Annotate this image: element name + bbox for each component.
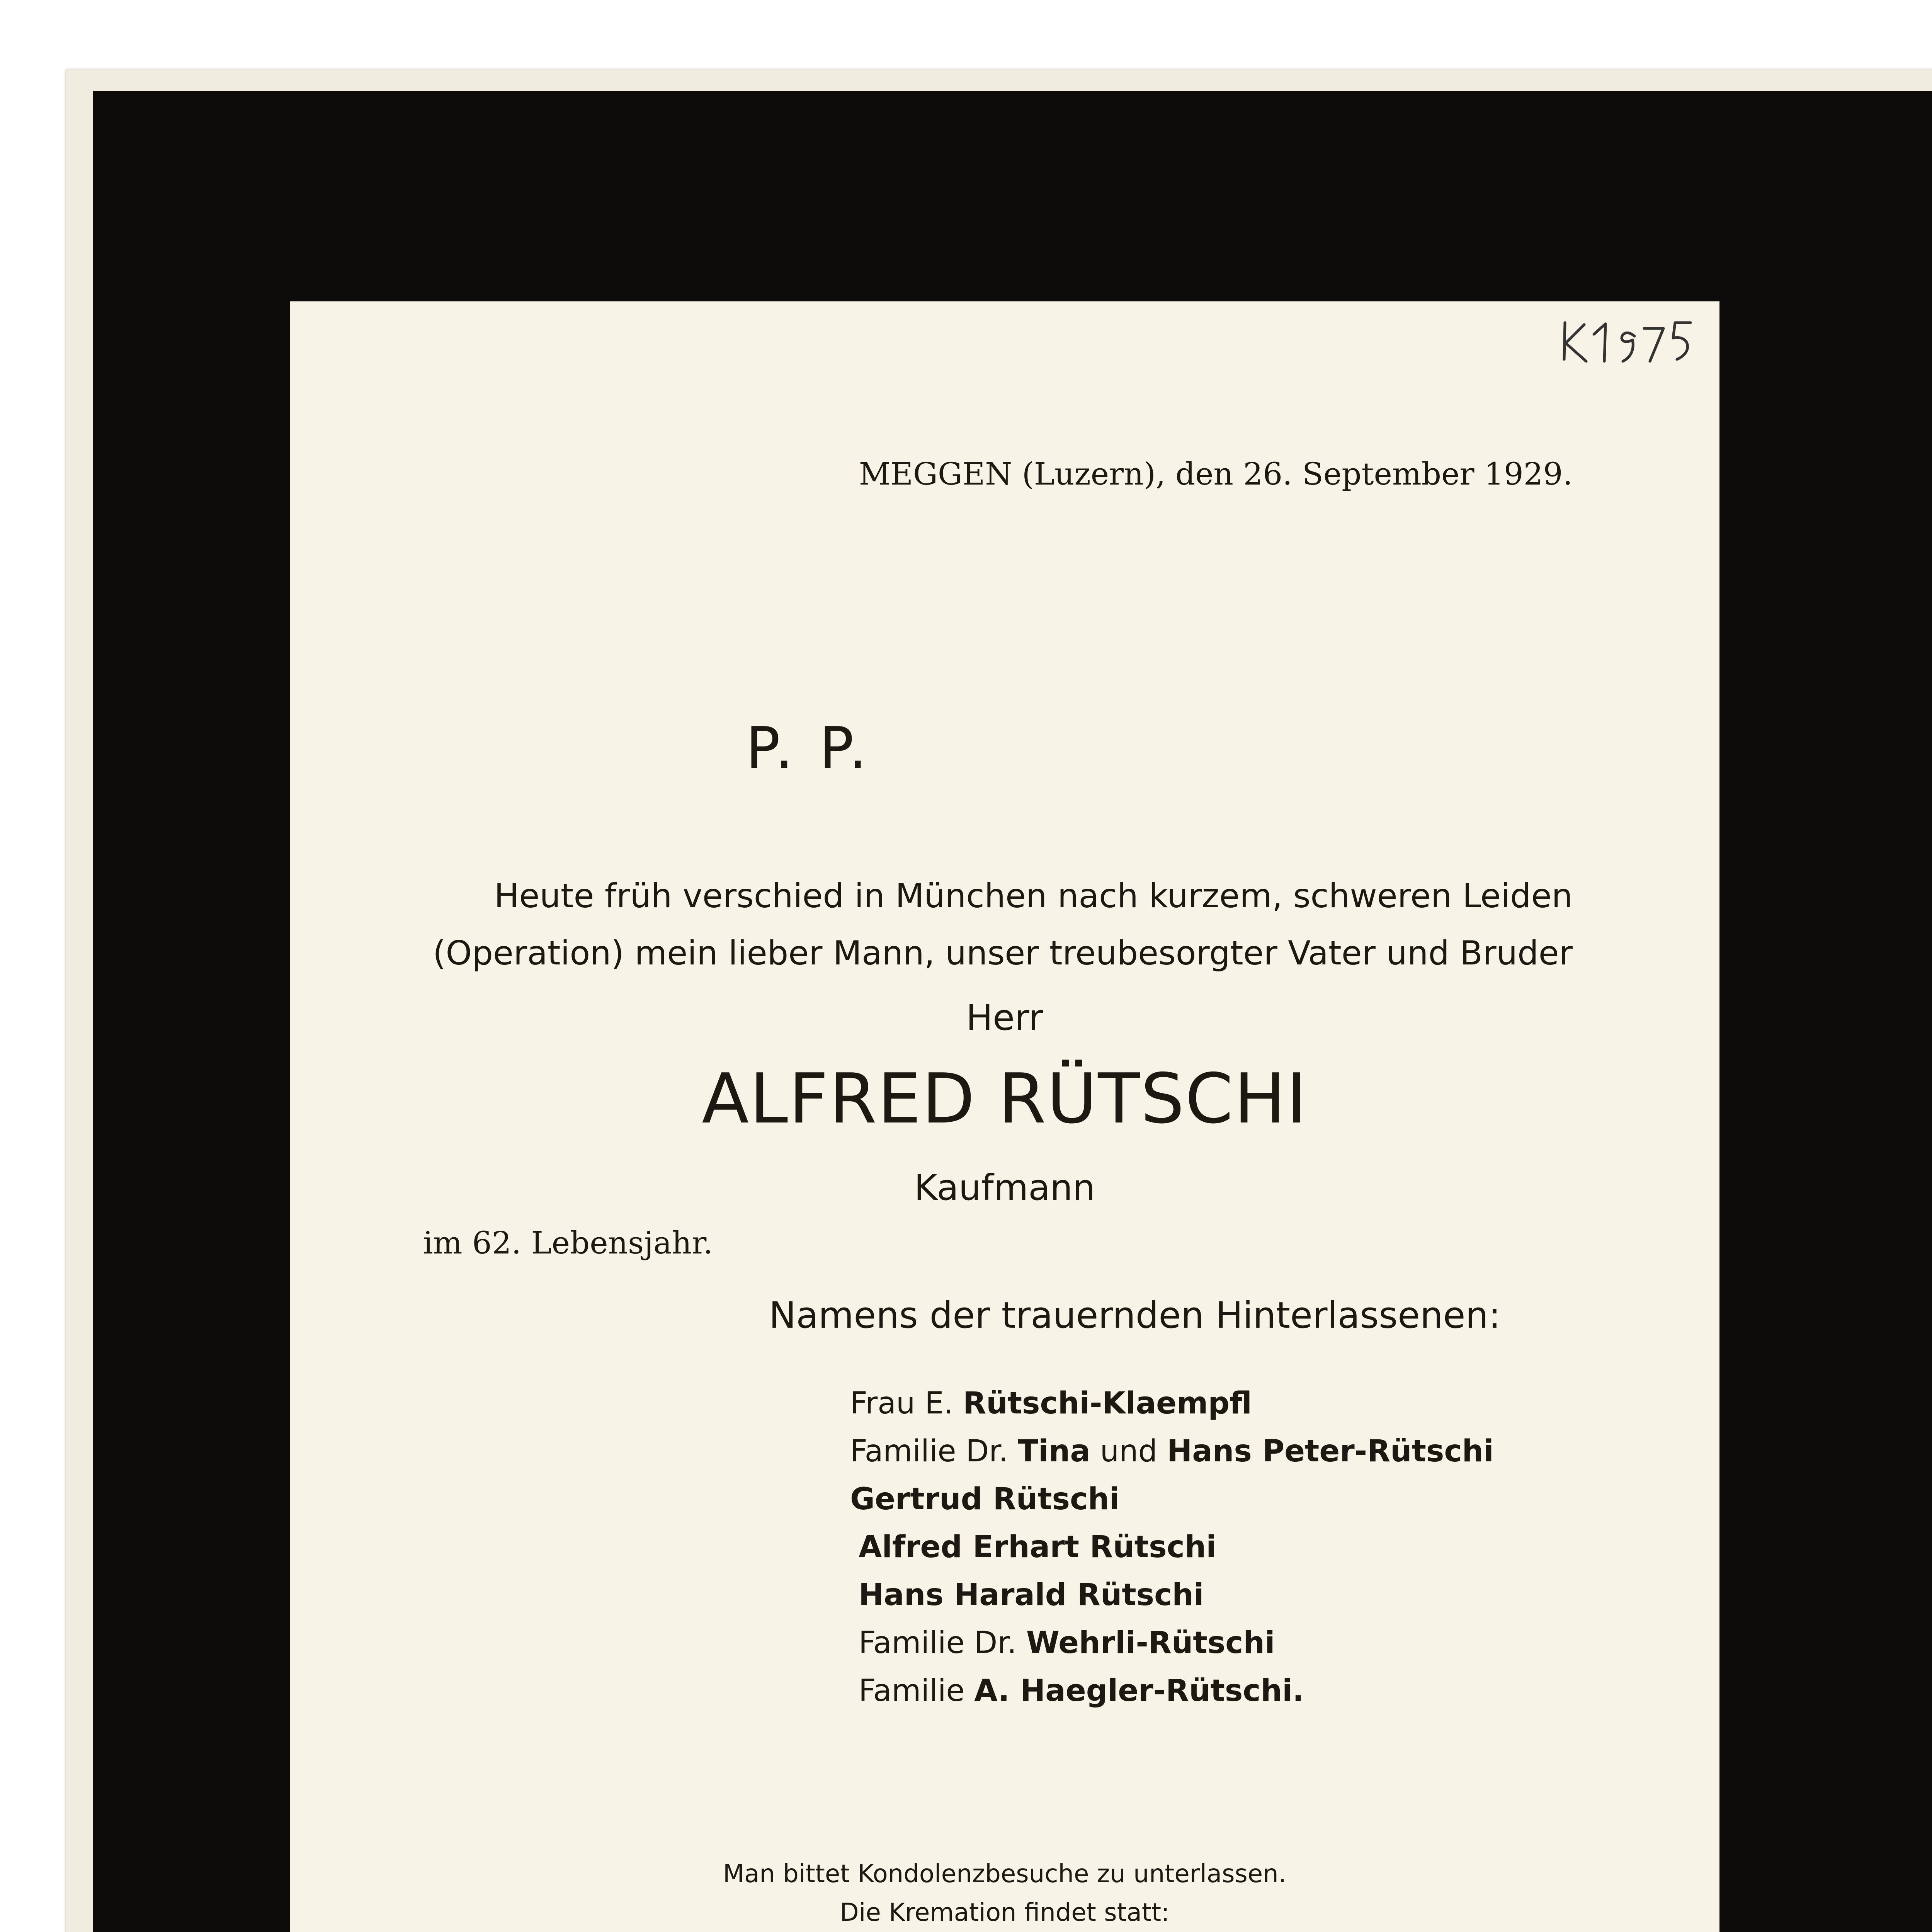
intro-line: Heute früh verschied in München nach kurzem, schweren Leiden [494,877,1573,915]
mourner-name: A. Haegler-Rütschi. [974,1673,1304,1708]
mourner-name: Gertrud Rütschi [850,1482,1120,1517]
on-behalf-heading: Namens der trauernden Hinterlassenen: [769,1294,1501,1337]
honorific: Herr [966,997,1043,1038]
mourner-entry [850,1475,1494,1523]
mourner-prefix: Familie Dr. [850,1434,1009,1469]
mourner-name: Tina [1017,1434,1090,1469]
mourner-entry [850,1571,1494,1619]
mourner-entry [850,1619,1494,1667]
mourner-prefix: Familie [859,1673,965,1708]
intro-text [433,867,1573,982]
mourner-name: Hans Harald Rütschi [859,1578,1204,1612]
profession: Kaufmann [914,1167,1095,1208]
mourner-name: Alfred Erhart Rütschi [859,1530,1217,1565]
place-date: MEGGEN (Luzern), den 26. September 1929. [859,456,1573,492]
mourner-entry [850,1379,1494,1427]
mourner-prefix: Frau E. [850,1386,954,1421]
mourner-prefix: Familie Dr. [859,1626,1017,1660]
deceased-name: ALFRED RÜTSCHI [702,1059,1308,1139]
mourner-entry [850,1427,1494,1475]
salutation: P. P. [746,715,871,781]
mourner-entry [850,1667,1494,1715]
notice-line: Die Kremation findet statt: [840,1898,1170,1927]
mourner-name: Hans Peter-Rütschi [1167,1434,1494,1469]
notice-line: Man bittet Kondolenzbesuche zu unterlassen. [723,1860,1287,1888]
handwritten-catalog-ref [1557,313,1704,371]
funeral-notice [290,1855,1719,1932]
mourner-connector: und [1100,1434,1158,1469]
mourner-name: Rütschi-Klaempfl [963,1386,1252,1421]
death-notice-card [290,301,1719,1932]
intro-line: (Operation) mein lieber Mann, unser treubesorgter Vater und Bruder [433,934,1573,973]
mourners-list [850,1379,1494,1715]
age-line: im 62. Lebensjahr. [423,1225,713,1261]
mourner-name: Wehrli-Rütschi [1026,1626,1275,1660]
mourner-entry [850,1523,1494,1571]
